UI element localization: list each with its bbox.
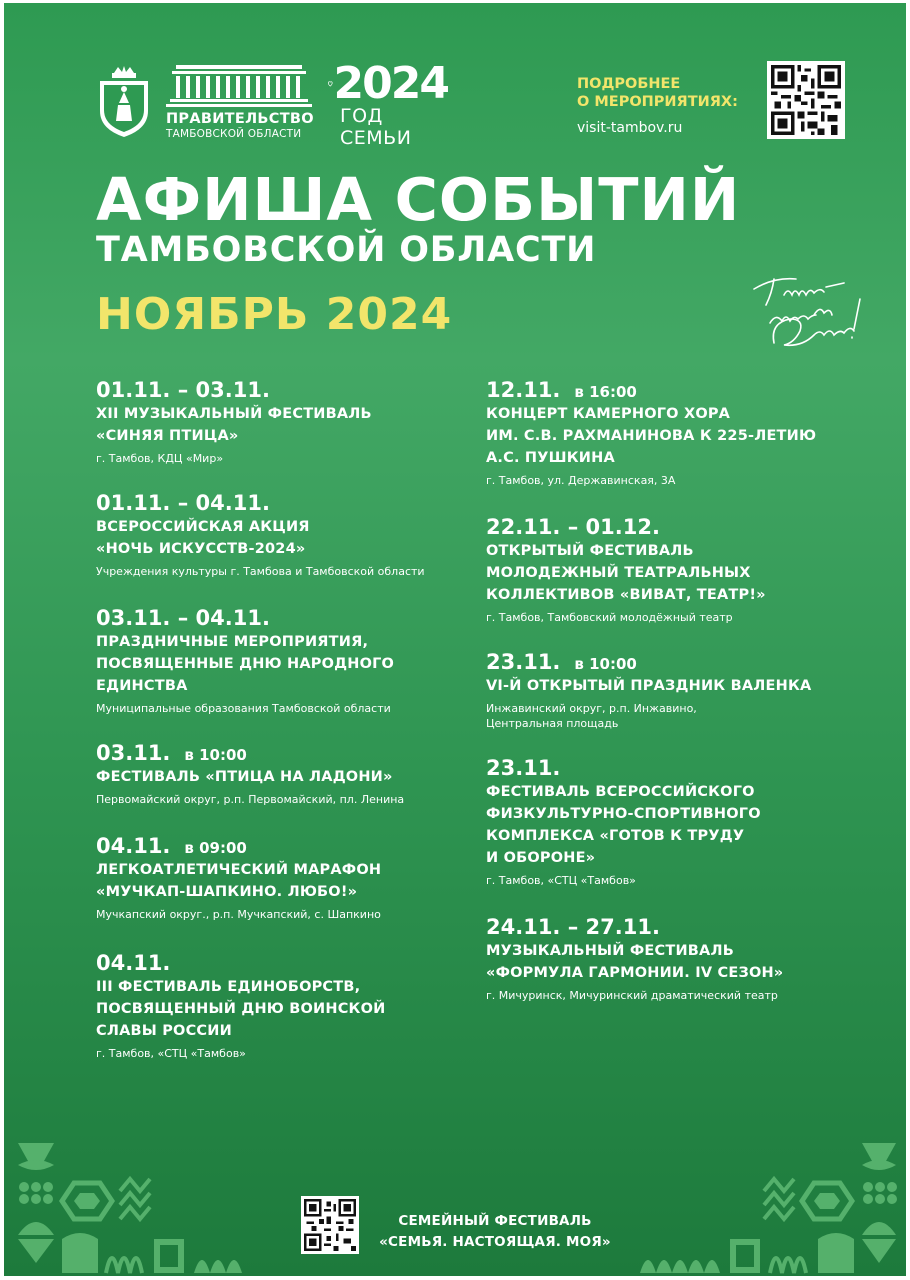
qr-code-bottom[interactable]	[301, 1196, 359, 1254]
event-date: 24.11. – 27.11.	[486, 915, 660, 939]
event-item	[96, 377, 466, 466]
event-title-line: VI-Й ОТКРЫТЫЙ ПРАЗДНИК ВАЛЕНКА	[486, 678, 812, 694]
event-place: Учреждения культуры г. Тамбова и Тамбовской области	[96, 565, 425, 578]
event-item	[486, 649, 846, 731]
event-title-line: ФЕСТИВАЛЬ ВСЕРОССИЙСКОГО	[486, 784, 755, 800]
event-time: в 10:00	[184, 746, 247, 764]
page-subtitle: ТАМБОВСКОЙ ОБЛАСТИ	[96, 230, 597, 270]
event-title-line: «НОЧЬ ИСКУССТВ-2024»	[96, 541, 306, 557]
event-date: 12.11.	[486, 378, 561, 402]
event-time: в 09:00	[184, 839, 247, 857]
poster	[4, 3, 906, 1276]
event-title-line: ОТКРЫТЫЙ ФЕСТИВАЛЬ	[486, 543, 694, 559]
event-date: 23.11.	[486, 756, 561, 780]
event-title-line: МУЗЫКАЛЬНЫЙ ФЕСТИВАЛЬ	[486, 943, 734, 959]
ornament-right-icon	[634, 1139, 902, 1276]
event-item	[486, 755, 846, 888]
event-title-line: ПОСВЯЩЕННЫЙ ДНЮ ВОИНСКОЙ	[96, 1001, 386, 1017]
event-time: в 16:00	[574, 383, 637, 401]
more-info-line-1: ПОДРОБНЕЕ	[577, 76, 681, 92]
event-place: Мучкапский округ., р.п. Мучкапский, с. Шапкино	[96, 908, 381, 921]
event-item	[96, 740, 466, 807]
event-place: Инжавинский округ, р.п. Инжавино,	[486, 702, 697, 715]
website-link[interactable]: visit-tambov.ru	[577, 120, 683, 136]
event-place: Первомайский округ, р.п. Первомайский, пл. Ленина	[96, 793, 405, 806]
event-place: г. Тамбов, КДЦ «Мир»	[96, 452, 224, 465]
page-title: АФИША СОБЫТИЙ	[96, 165, 741, 234]
event-title-line: «ФОРМУЛА ГАРМОНИИ. IV СЕЗОН»	[486, 965, 784, 981]
event-title-line: СЛАВЫ РОССИИ	[96, 1023, 232, 1039]
event-title-line: III ФЕСТИВАЛЬ ЕДИНОБОРСТВ,	[96, 979, 361, 995]
event-place: г. Мичуринск, Мичуринский драматический театр	[486, 989, 778, 1002]
event-item	[96, 605, 466, 716]
heart-icon	[328, 67, 333, 101]
event-place: г. Тамбов, «СТЦ «Тамбов»	[96, 1047, 246, 1060]
event-place: Муниципальные образования Тамбовской области	[96, 702, 391, 715]
family-festival	[370, 1211, 620, 1253]
year-caption: ГОД СЕМЬИ	[340, 105, 412, 149]
month-title: НОЯБРЬ 2024	[96, 289, 453, 340]
festival-line-1: СЕМЕЙНЫЙ ФЕСТИВАЛЬ	[398, 1213, 592, 1229]
event-date: 03.11. – 04.11.	[96, 606, 270, 630]
event-title-line: ВСЕРОССИЙСКАЯ АКЦИЯ	[96, 519, 310, 535]
tambov-coat-of-arms-icon	[96, 65, 152, 139]
government-region: ТАМБОВСКОЙ ОБЛАСТИ	[166, 128, 302, 140]
event-item	[96, 833, 466, 922]
events-left-column	[96, 377, 466, 1083]
handwritten-slogan-icon	[744, 259, 874, 359]
event-place: г. Тамбов, Тамбовский молодёжный театр	[486, 611, 733, 624]
event-date: 23.11.	[486, 650, 561, 674]
event-title-line: КОНЦЕРТ КАМЕРНОГО ХОРА	[486, 406, 731, 422]
event-item	[96, 950, 466, 1061]
year-number: 2024	[333, 58, 448, 109]
events-right-column	[486, 377, 846, 1025]
event-date: 01.11. – 03.11.	[96, 378, 270, 402]
event-item	[486, 514, 846, 625]
qr-code-top[interactable]	[767, 61, 845, 139]
event-title-line: «МУЧКАП-ШАПКИНО. ЛЮБО!»	[96, 884, 358, 900]
event-date: 22.11. – 01.12.	[486, 515, 660, 539]
event-place: Центральная площадь	[486, 717, 619, 730]
event-title-line: КОЛЛЕКТИВОВ «ВИВАТ, ТЕАТР!»	[486, 587, 766, 603]
qr-code-icon	[304, 1199, 356, 1251]
event-title-line: ЛЕГКОАТЛЕТИЧЕСКИЙ МАРАФОН	[96, 862, 382, 878]
event-title-line: ИМ. С.В. РАХМАНИНОВА К 225-ЛЕТИЮ	[486, 428, 817, 444]
government-building-icon	[166, 63, 312, 107]
event-time: в 10:00	[574, 655, 637, 673]
event-item	[486, 377, 846, 488]
event-title-line: ПРАЗДНИЧНЫЕ МЕРОПРИЯТИЯ,	[96, 634, 369, 650]
event-date: 04.11.	[96, 951, 171, 975]
more-info	[577, 75, 738, 136]
event-title-line: ПОСВЯЩЕННЫЕ ДНЮ НАРОДНОГО	[96, 656, 395, 672]
qr-code-icon	[771, 65, 841, 135]
event-title-line: ФИЗКУЛЬТУРНО-СПОРТИВНОГО	[486, 806, 761, 822]
event-title-line: И ОБОРОНЕ»	[486, 850, 596, 866]
government-logo	[166, 63, 316, 140]
event-title-line: «СИНЯЯ ПТИЦА»	[96, 428, 239, 444]
event-item	[486, 914, 846, 1003]
event-title-line: ФЕСТИВАЛЬ «ПТИЦА НА ЛАДОНИ»	[96, 769, 393, 785]
event-title-line: XII МУЗЫКАЛЬНЫЙ ФЕСТИВАЛЬ	[96, 406, 372, 422]
event-title-line: КОМПЛЕКСА «ГОТОВ К ТРУДУ	[486, 828, 745, 844]
more-info-line-2: О МЕРОПРИЯТИЯХ:	[577, 94, 738, 110]
event-title-line: А.С. ПУШКИНА	[486, 450, 615, 466]
year-of-family-logo	[328, 58, 448, 149]
event-date: 04.11.	[96, 834, 171, 858]
festival-line-2: «СЕМЬЯ. НАСТОЯЩАЯ. МОЯ»	[379, 1234, 611, 1250]
government-title: ПРАВИТЕЛЬСТВО	[166, 111, 314, 127]
event-date: 03.11.	[96, 741, 171, 765]
event-date: 01.11. – 04.11.	[96, 491, 270, 515]
ornament-left-icon	[14, 1139, 244, 1276]
event-title-line: МОЛОДЕЖНЫЙ ТЕАТРАЛЬНЫХ	[486, 565, 751, 581]
event-item	[96, 490, 466, 579]
event-title-line: ЕДИНСТВА	[96, 678, 188, 694]
event-place: г. Тамбов, ул. Державинская, 3А	[486, 474, 676, 487]
event-place: г. Тамбов, «СТЦ «Тамбов»	[486, 874, 636, 887]
